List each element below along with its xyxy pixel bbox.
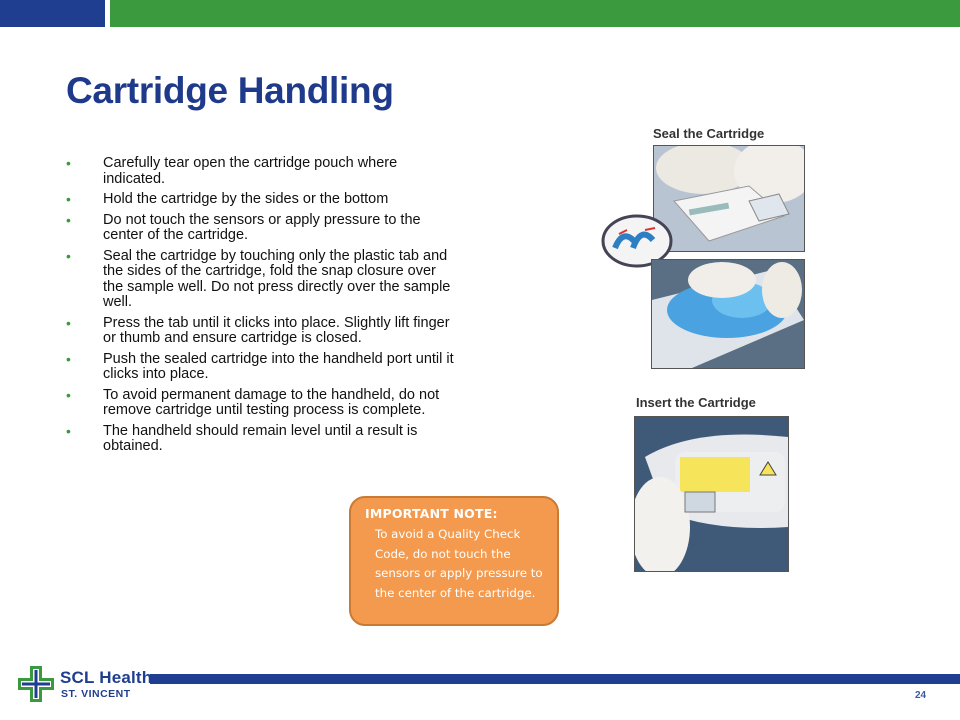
page-number: 24: [915, 690, 927, 701]
seal-cartridge-photo-top: [653, 145, 805, 252]
bullet-icon: •: [66, 155, 71, 171]
bullet-item: [66, 249, 456, 311]
bullet-text: Do not touch the sensors or apply pressure to the center of the cartridge.: [103, 211, 421, 243]
bullet-icon: •: [66, 191, 71, 207]
logo-name: SCL Health: [60, 668, 153, 687]
insert-cartridge-label: Insert the Cartridge: [636, 395, 756, 410]
important-note-box: [349, 496, 559, 626]
scl-health-cross-icon: [18, 666, 54, 707]
seal-cartridge-label: Seal the Cartridge: [653, 126, 765, 141]
bullet-icon: •: [66, 247, 71, 264]
bullet-item: [66, 316, 456, 347]
bullet-icon: •: [66, 350, 71, 367]
top-bar-green: [110, 0, 960, 27]
page-title: Cartridge Handling: [66, 70, 394, 111]
bullet-item: [66, 192, 456, 208]
bullet-text: Carefully tear open the cartridge pouch where indicated.: [103, 155, 398, 187]
bullet-icon: •: [66, 211, 71, 228]
bullet-text: The handheld should remain level until a result is obtained.: [103, 422, 418, 454]
insert-cartridge-photo: [634, 416, 789, 572]
bullet-text: To avoid permanent damage to the handheld, do not remove cartridge until testing process is complete.: [103, 386, 440, 418]
note-title: IMPORTANT NOTE:: [365, 506, 498, 521]
top-bar-blue: [0, 0, 105, 27]
bullet-item: [66, 156, 456, 187]
footer-bar: [150, 674, 960, 684]
bullet-icon: •: [66, 422, 71, 439]
bullet-icon: •: [66, 386, 71, 403]
bullet-text: Press the tab until it clicks into place. Slightly lift finger or thumb and ensure cartridge is closed.: [103, 314, 450, 346]
bullet-text: Push the sealed cartridge into the handheld port until it clicks into place.: [103, 350, 454, 382]
seal-cartridge-photo-bottom: [651, 259, 805, 369]
bullet-item: [66, 424, 456, 455]
logo-subtitle: ST. VINCENT: [61, 688, 131, 700]
bullet-text: Hold the cartridge by the sides or the bottom: [103, 191, 389, 207]
bullet-item: [66, 213, 456, 244]
bullet-list: [66, 156, 456, 460]
bullet-item: [66, 352, 456, 383]
bullet-text: Seal the cartridge by touching only the plastic tab and the sides of the cartridge, fold the snap closure over the sample well. Do not press directly over the sample well.: [103, 247, 451, 310]
note-body: To avoid a Quality Check Code, do not touch the sensors or apply pressure to the center of the cartridge.: [375, 527, 543, 600]
bullet-item: [66, 388, 456, 419]
bullet-icon: •: [66, 314, 71, 331]
